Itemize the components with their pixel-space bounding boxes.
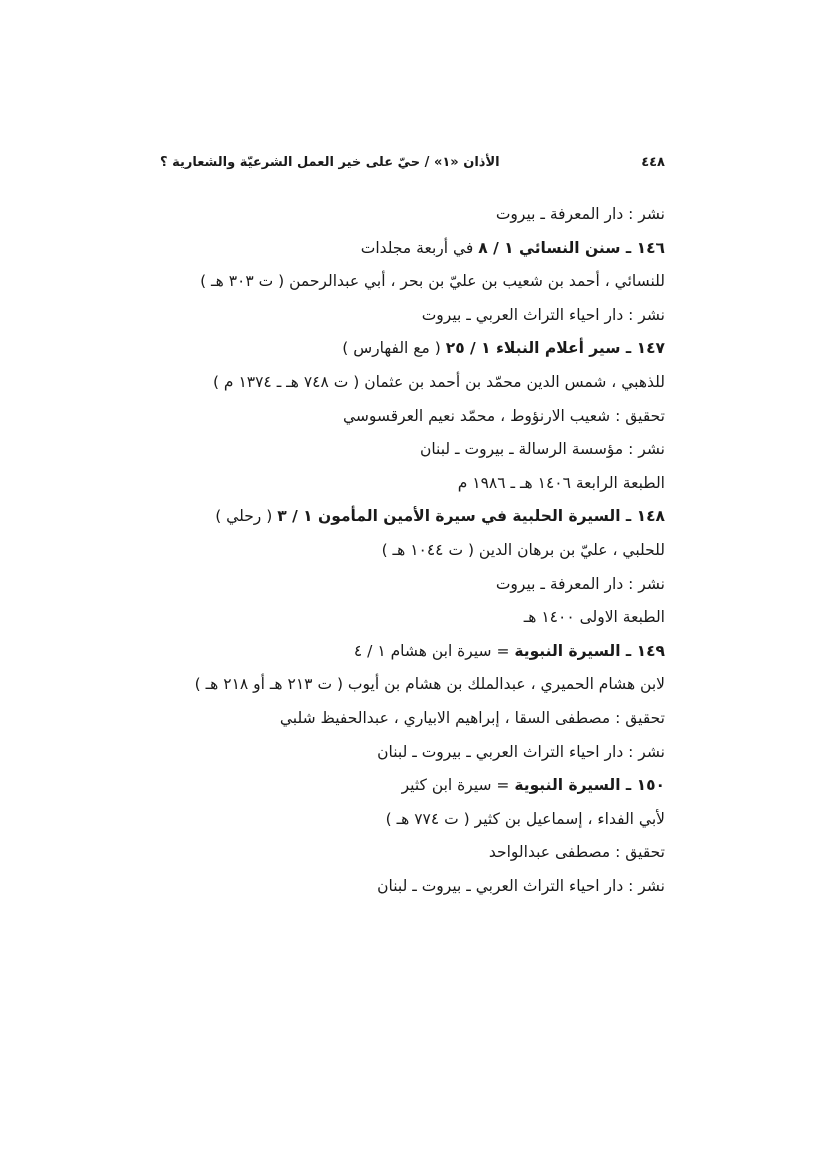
bibliography-line	[160, 870, 665, 904]
entry-text: ( رحلي )	[215, 507, 278, 526]
entry-text: تحقيق : مصطفى عبدالواحد	[488, 843, 665, 862]
entry-text: في أربعة مجلدات	[360, 238, 479, 257]
entry-text: للذهبي ، شمس الدين محمّد بن أحمد بن عثمان ( ت ٧٤٨ هـ ـ ١٣٧٤ م )	[212, 372, 665, 391]
entry-text: الطبعة الاولى ١٤٠٠ هـ	[523, 608, 665, 627]
page-header	[160, 148, 665, 176]
entry-text: لأبي الفداء ، إسماعيل بن كثير ( ت ٧٧٤ هـ )	[385, 809, 665, 828]
entry-text: للنسائي ، أحمد بن شعيب بن عليّ بن بحر ، أبي عبدالرحمن ( ت ٣٠٣ هـ )	[200, 272, 665, 291]
entry-text: نشر : دار احياء التراث العربي ـ بيروت	[421, 305, 665, 324]
entry-title: ١٤٨ ـ السيرة الحلبية في سيرة الأمين المأمون ١ / ٣	[277, 507, 665, 526]
entry-title: ١٥٠ ـ السيرة النبوية	[514, 776, 665, 795]
bibliography-line	[160, 467, 665, 501]
entry-text: نشر : دار احياء التراث العربي ـ بيروت ـ لبنان	[377, 742, 665, 761]
bibliography-line	[160, 299, 665, 333]
entry-text: الطبعة الرابعة ١٤٠٦ هـ ـ ١٩٨٦ م	[457, 473, 665, 492]
entry-text: نشر : دار احياء التراث العربي ـ بيروت ـ لبنان	[377, 876, 665, 895]
page-number: ٤٤٨	[641, 154, 665, 170]
entry-text: = سيرة ابن كثير	[401, 776, 515, 795]
bibliography-line	[160, 332, 665, 366]
entry-text: نشر : مؤسسة الرسالة ـ بيروت ـ لبنان	[419, 440, 665, 459]
entry-title: ١٤٩ ـ السيرة النبوية	[514, 641, 665, 660]
entry-title: ١٤٦ ـ سنن النسائي ١ / ٨	[478, 238, 665, 257]
entry-text: نشر : دار المعرفة ـ بيروت	[495, 574, 665, 593]
entry-text: تحقيق : مصطفى السقا ، إبراهيم الابياري ، عبدالحفيظ شلبي	[279, 708, 665, 727]
bibliography-line	[160, 702, 665, 736]
bibliography-line	[160, 500, 665, 534]
bibliography-line	[160, 803, 665, 837]
entry-text: للحلبي ، عليّ بن برهان الدين ( ت ١٠٤٤ هـ )	[381, 540, 665, 559]
entry-text: = سيرة ابن هشام ١ / ٤	[353, 641, 515, 660]
bibliography-line	[160, 534, 665, 568]
bibliography-line	[160, 232, 665, 266]
bibliography-line	[160, 736, 665, 770]
bibliography-line	[160, 769, 665, 803]
running-title: الأذان «١» / حيّ على خير العمل الشرعيّة والشعارية ؟	[160, 154, 500, 170]
bibliography-line	[160, 400, 665, 434]
bibliography-line	[160, 366, 665, 400]
bibliography-line	[160, 568, 665, 602]
bibliography-line	[160, 668, 665, 702]
bibliography-line	[160, 635, 665, 669]
entry-text: تحقيق : شعيب الارنؤوط ، محمّد نعيم العرقسوسي	[342, 406, 665, 425]
bibliography-list	[160, 198, 665, 903]
bibliography-line	[160, 198, 665, 232]
entry-text: لابن هشام الحميري ، عبدالملك بن هشام بن أيوب ( ت ٢١٣ هـ أو ٢١٨ هـ )	[194, 675, 665, 694]
bibliography-line	[160, 601, 665, 635]
entry-text: ( مع الفهارس )	[342, 339, 446, 358]
bibliography-line	[160, 836, 665, 870]
bibliography-line	[160, 433, 665, 467]
entry-title: ١٤٧ ـ سير أعلام النبلاء ١ / ٢٥	[445, 339, 665, 358]
bibliography-line	[160, 265, 665, 299]
entry-text: نشر : دار المعرفة ـ بيروت	[495, 205, 665, 223]
